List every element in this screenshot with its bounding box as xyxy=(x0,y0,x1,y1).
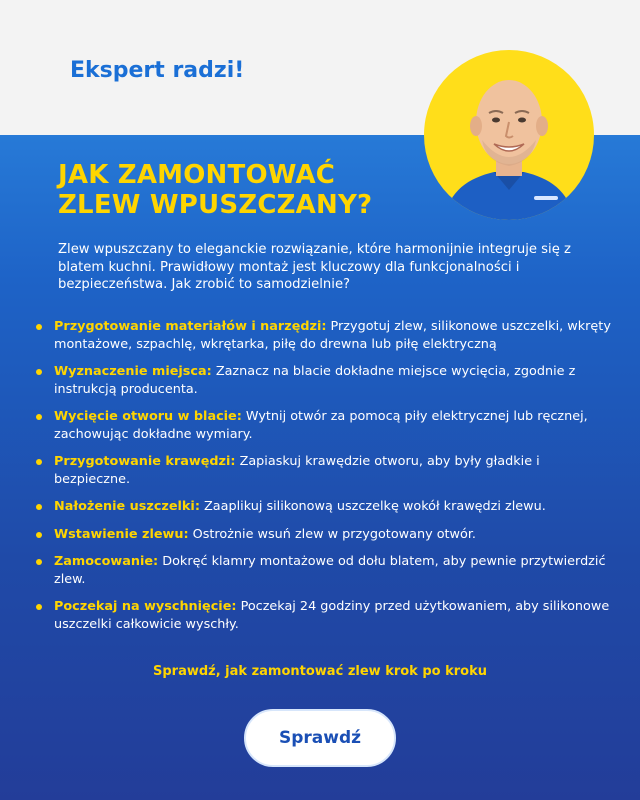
step-description: Ostrożnie wsuń zlew w przygotowany otwór. xyxy=(188,526,477,542)
list-item xyxy=(36,408,616,443)
list-item xyxy=(36,453,616,488)
list-item xyxy=(36,498,616,516)
expert-avatar xyxy=(424,50,594,220)
step-description: Zaaplikuj silikonową uszczelkę wokół krawędzi zlewu. xyxy=(199,499,546,514)
bullet-icon xyxy=(36,504,42,510)
page-title xyxy=(58,160,418,220)
list-item xyxy=(36,598,616,633)
bullet-icon xyxy=(36,532,42,538)
check-button[interactable]: Sprawdź xyxy=(244,709,396,767)
step-description: Poczekaj 24 godziny przed użytkowaniem, aby silikonowe uszczelki całkowicie wyschły. xyxy=(54,599,610,632)
step-description: Przygotuj zlew, silikonowe uszczelki, wkręty montażowe, szpachlę, wkrętarka, piłę do drewna lub piłę elektryczną xyxy=(54,319,611,352)
bullet-icon xyxy=(36,324,42,330)
step-title: Przygotowanie materiałów i narzędzi: xyxy=(54,319,327,334)
step-title: Wstawienie zlewu: xyxy=(54,526,189,542)
list-item xyxy=(36,363,616,398)
bullet-icon xyxy=(36,604,42,610)
intro-paragraph: Zlew wpuszczany to eleganckie rozwiązanie, które harmonijnie integruje się z blatem kuchni. Prawidłowy montaż jest kluczowy dla funkcjonalności i bezpieczeństwa. Jak zrobić to samodzielnie? xyxy=(58,242,571,292)
step-description: Zapiaskuj krawędzie otworu, aby były gładkie i bezpieczne. xyxy=(54,454,540,487)
step-title: Wycięcie otworu w blacie: xyxy=(54,409,242,424)
page-title-line-1: JAK ZAMONTOWAĆ xyxy=(58,160,336,190)
step-title: Wyznaczenie miejsca: xyxy=(54,364,212,379)
bullet-icon xyxy=(36,369,42,375)
step-description: Wytnij otwór za pomocą piły elektrycznej lub ręcznej, zachowując dokładne wymiary. xyxy=(54,409,588,442)
step-description: Zaznacz na blacie dokładne miejsce wycięcia, zgodnie z instrukcją producenta. xyxy=(54,364,576,397)
step-description: Dokręć klamry montażowe od dołu blatem, aby pewnie przytwierdzić zlew. xyxy=(54,554,606,587)
bullet-icon xyxy=(36,559,42,565)
list-item xyxy=(36,526,616,544)
step-title: Zamocowanie: xyxy=(54,554,159,569)
list-item xyxy=(36,553,616,588)
step-title: Nałożenie uszczelki: xyxy=(54,499,200,514)
step-title: Poczekaj na wyschnięcie: xyxy=(54,599,237,614)
list-item xyxy=(36,318,616,353)
brand-title: Ekspert radzi! xyxy=(70,58,245,83)
bullet-icon xyxy=(36,414,42,420)
page-title-line-2: ZLEW WPUSZCZANY? xyxy=(58,190,373,220)
bullet-icon xyxy=(36,459,42,465)
step-title: Przygotowanie krawędzi: xyxy=(54,454,236,469)
steps-list xyxy=(36,318,616,643)
expert-photo-icon xyxy=(424,50,594,220)
cta-link-text[interactable]: Sprawdź, jak zamontować zlew krok po kroku xyxy=(152,664,487,679)
